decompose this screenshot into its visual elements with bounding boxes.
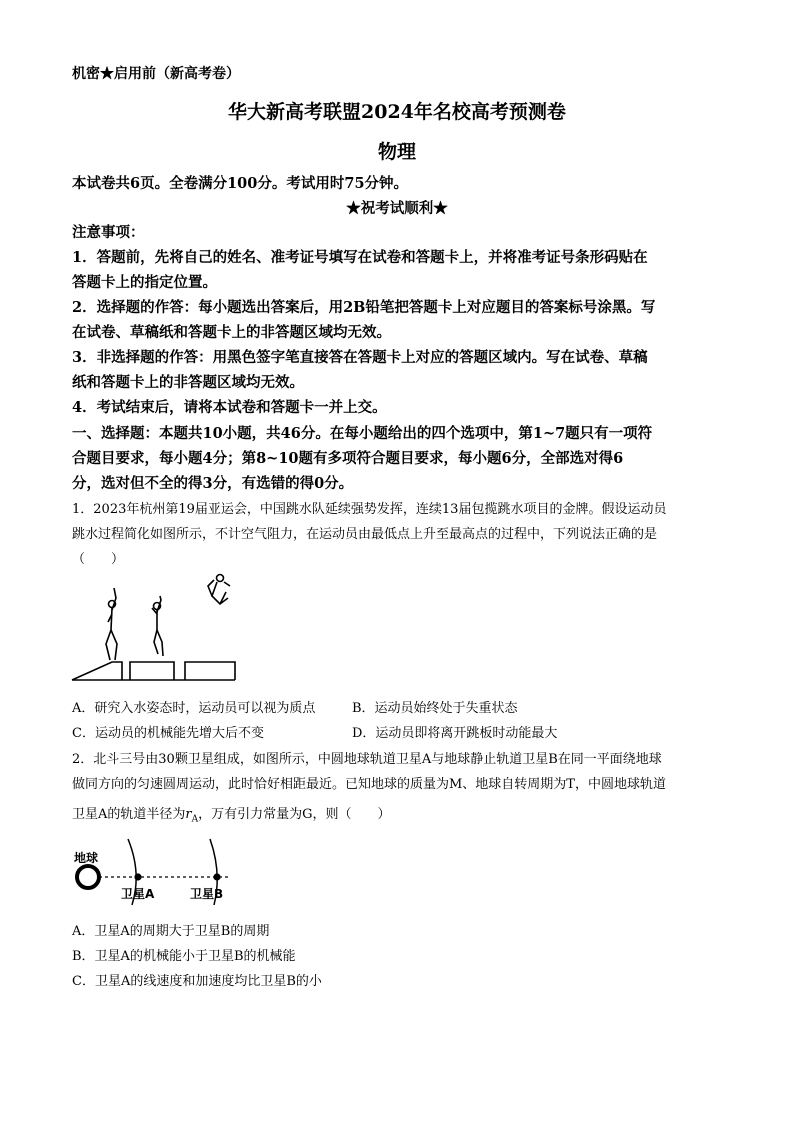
notes-line: 纸和答题卡上的非答题区域均无效。 <box>72 374 304 391</box>
q1-stem-line: （ ） <box>72 552 125 567</box>
satellite-a-label: 卫星A <box>121 887 155 901</box>
q2-stem-line <box>72 803 391 825</box>
satellite-b-label: 卫星B <box>190 887 224 901</box>
q2-option-b[interactable]: B．卫星A的机械能小于卫星B的机械能 <box>72 949 296 964</box>
q2-option-a[interactable]: A．卫星A的周期大于卫星B的周期 <box>72 924 270 939</box>
q2-stem-line: 2．北斗三号由30颗卫星组成，如图所示，中圆地球轨道卫星A与地球静止轨道卫星B在同一平面绕地球 <box>72 752 662 767</box>
q2-stem-text: 卫星A的轨道半径为 <box>72 807 186 822</box>
exam-title: 华大新高考联盟2024年名校高考预测卷 <box>228 101 566 123</box>
q1-option-a[interactable]: A．研究入水姿态时，运动员可以视为质点 <box>72 701 316 716</box>
confidential-notice: 机密★启用前（新高考卷） <box>72 66 240 82</box>
q2-option-c[interactable]: C．卫星A的线速度和加速度均比卫星B的小 <box>72 974 322 989</box>
subject-title: 物理 <box>377 141 416 163</box>
q1-option-b[interactable]: B．运动员始终处于失重状态 <box>352 701 518 716</box>
notes-line: 1．答题前，先将自己的姓名、准考证号填写在试卷和答题卡上，并将准考证号条形码贴在 <box>72 249 648 266</box>
notes-heading: 注意事项： <box>72 224 145 241</box>
exam-info: 本试卷共6页。全卷满分100分。考试用时75分钟。 <box>72 175 409 192</box>
notes-line: 3．非选择题的作答：用黑色签字笔直接答在答题卡上对应的答题区域内。写在试卷、草稿 <box>72 349 648 366</box>
notes-line: 在试卷、草稿纸和答题卡上的非答题区域均无效。 <box>72 324 391 341</box>
section-line: 一、选择题：本题共10小题，共46分。在每小题给出的四个选项中，第1~7题只有一项符 <box>72 425 653 442</box>
section-line: 合题目要求，每小题4分；第8~10题有多项符合题目要求，每小题6分，全部选对得6 <box>72 450 624 467</box>
diving-figure <box>70 570 250 685</box>
q1-stem-line: 1．2023年杭州第19届亚运会，中国跳水队延续强势发挥，连续13届包揽跳水项目的金牌。假设运动员 <box>72 502 667 517</box>
q2-stem-line: 做同方向的匀速圆周运动，此时恰好相距最近。已知地球的质量为M、地球自转周期为T，中圆地球轨道 <box>72 777 666 792</box>
notes-line: 2．选择题的作答：每小题选出答案后，用2B铅笔把答题卡上对应题目的答案标号涂黑。写 <box>72 299 656 316</box>
q1-stem-line: 跳水过程简化如图所示，不计空气阻力，在运动员由最低点上升至最高点的过程中，下列说法正确的是 <box>72 527 658 542</box>
q2-stem-text: ，万有引力常量为G，则（ ） <box>198 807 391 822</box>
radius-symbol: r <box>185 807 192 822</box>
earth-label: 地球 <box>74 851 99 865</box>
good-luck-wish: ★祝考试顺利★ <box>346 200 448 217</box>
notes-line: 4．考试结束后，请将本试卷和答题卡一并上交。 <box>72 399 387 416</box>
radius-subscript: A <box>191 814 199 825</box>
q1-option-c[interactable]: C．运动员的机械能先增大后不变 <box>72 726 264 741</box>
section-line: 分，选对但不全的得3分，有选错的得0分。 <box>72 475 354 492</box>
q1-option-d[interactable]: D．运动员即将离开跳板时动能最大 <box>352 726 558 741</box>
notes-line: 答题卡上的指定位置。 <box>72 274 217 291</box>
